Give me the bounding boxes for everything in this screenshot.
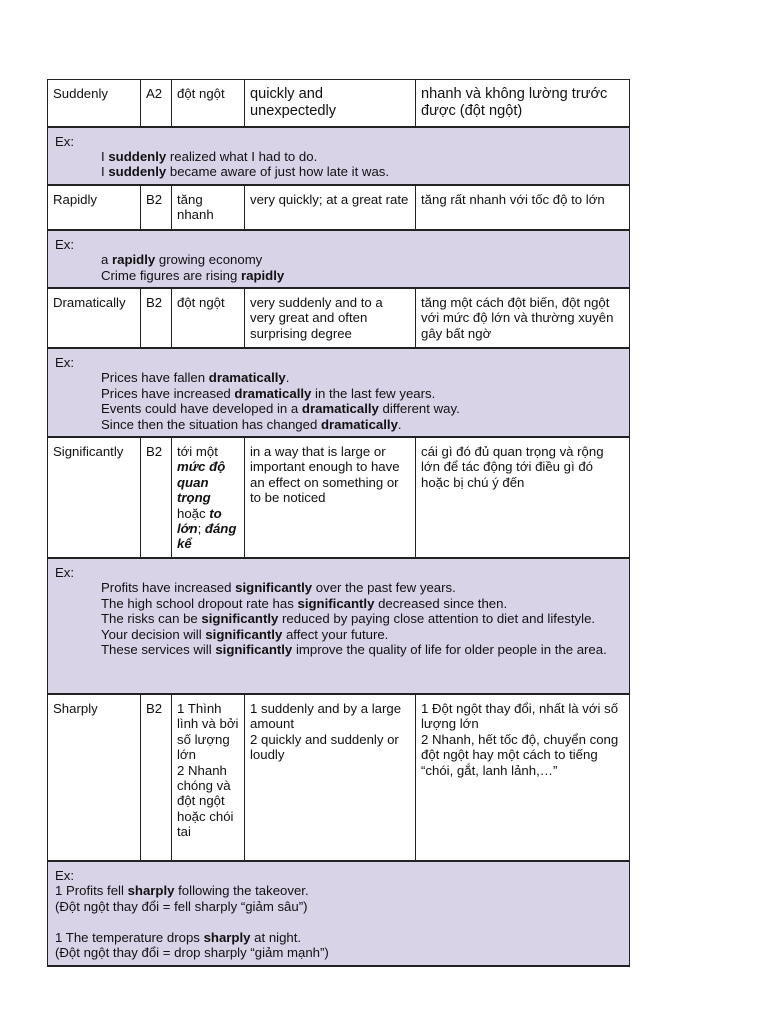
vn-short-cell: đột ngột (172, 288, 245, 348)
vn-definition-cell: cái gì đó đủ quan trọng và rộng lớn để tác động tới điều gì đó hoặc bị chú ý đến (416, 437, 630, 558)
example-line: Profits have increased significantly over the past few years. (101, 580, 456, 596)
level-cell: B2 (141, 288, 172, 348)
example-row-suddenly (48, 127, 630, 185)
vn-short-cell: tới một mức độ quan trọng hoặc to lớn; đáng kể (172, 437, 245, 558)
example-row-rapidly (48, 230, 630, 288)
vn-definition-cell: nhanh và không lường trước được (đột ngột) (416, 80, 630, 127)
word-row-significantly (48, 437, 630, 558)
example-row-sharply (48, 861, 630, 966)
example-line: Prices have fallen dramatically. (101, 370, 290, 386)
definition-cell: very suddenly and to a very great and often surprising degree (245, 288, 416, 348)
word-row-dramatically (48, 288, 630, 348)
word-cell: Significantly (48, 437, 141, 558)
example-line: These services will significantly improve the quality of life for older people in the area. (101, 642, 607, 657)
vocabulary-table (47, 79, 630, 967)
example-line: (Đột ngột thay đổi = drop sharply “giảm mạnh”) (55, 944, 329, 960)
word-cell: Suddenly (48, 80, 141, 127)
example-line: Events could have developed in a dramatically different way. (101, 401, 460, 417)
example-cell (48, 861, 630, 966)
example-line: The risks can be significantly reduced by paying close attention to diet and lifestyle. (101, 611, 596, 627)
example-line: Crime figures are rising rapidly (101, 267, 285, 283)
example-label: Ex: (55, 354, 75, 370)
example-label: Ex: (55, 236, 75, 252)
word-row-suddenly (48, 80, 630, 127)
vn-definition-cell: tăng một cách đột biến, đột ngột với mức độ lớn và thường xuyên gây bất ngờ (416, 288, 630, 348)
example-line: I suddenly realized what I had to do. (101, 148, 318, 164)
vn-definition-cell: 1 Đột ngột thay đổi, nhất là với số lượng lớn 2 Nhanh, hết tốc độ, chuyển cong đột ngột hay một cách to tiếng “chói, gắt, lanh lảnh,…” (416, 694, 630, 861)
example-row-significantly (48, 558, 630, 694)
definition-cell: 1 suddenly and by a large amount 2 quickly and suddenly or loudly (245, 694, 416, 861)
example-cell (48, 558, 630, 694)
example-line: The high school dropout rate has significantly decreased since then. (101, 595, 508, 611)
level-cell: A2 (141, 80, 172, 127)
example-line: I suddenly became aware of just how late it was. (101, 164, 390, 180)
level-cell: B2 (141, 437, 172, 558)
example-row-dramatically (48, 348, 630, 437)
definition-cell: very quickly; at a great rate (245, 185, 416, 230)
definition-cell: in a way that is large or important enough to have an effect on something or to be noticed (245, 437, 416, 558)
example-line: a rapidly growing economy (101, 252, 263, 268)
vn-short-cell: đột ngột (172, 80, 245, 127)
vn-definition-cell: tăng rất nhanh với tốc độ to lớn (416, 185, 630, 230)
example-line: Since then the situation has changed dramatically. (101, 416, 402, 432)
word-cell: Rapidly (48, 185, 141, 230)
example-label: Ex: (55, 867, 75, 883)
level-cell: B2 (141, 185, 172, 230)
word-row-sharply (48, 694, 630, 861)
level-cell: B2 (141, 694, 172, 861)
example-line: Your decision will significantly affect your future. (101, 626, 389, 642)
example-cell (48, 127, 630, 185)
word-cell: Dramatically (48, 288, 141, 348)
example-line: 1 Profits fell sharply following the takeover. (55, 883, 309, 899)
example-line: (Đột ngột thay đổi = fell sharply “giảm sâu”) (55, 898, 308, 914)
vn-short-cell: 1 Thình lình và bởi số lượng lớn 2 Nhanh chóng và đột ngột hoặc chói tai (172, 694, 245, 861)
word-cell: Sharply (48, 694, 141, 861)
example-line: 1 The temperature drops sharply at night. (55, 929, 302, 945)
example-line: Prices have increased dramatically in the last few years. (101, 385, 436, 401)
example-cell (48, 230, 630, 288)
example-label: Ex: (55, 564, 75, 580)
definition-cell: quickly and unexpectedly (245, 80, 416, 127)
word-row-rapidly (48, 185, 630, 230)
example-label: Ex: (55, 133, 75, 149)
vn-short-cell: tăng nhanh (172, 185, 245, 230)
spacer (55, 914, 622, 929)
example-cell (48, 348, 630, 437)
